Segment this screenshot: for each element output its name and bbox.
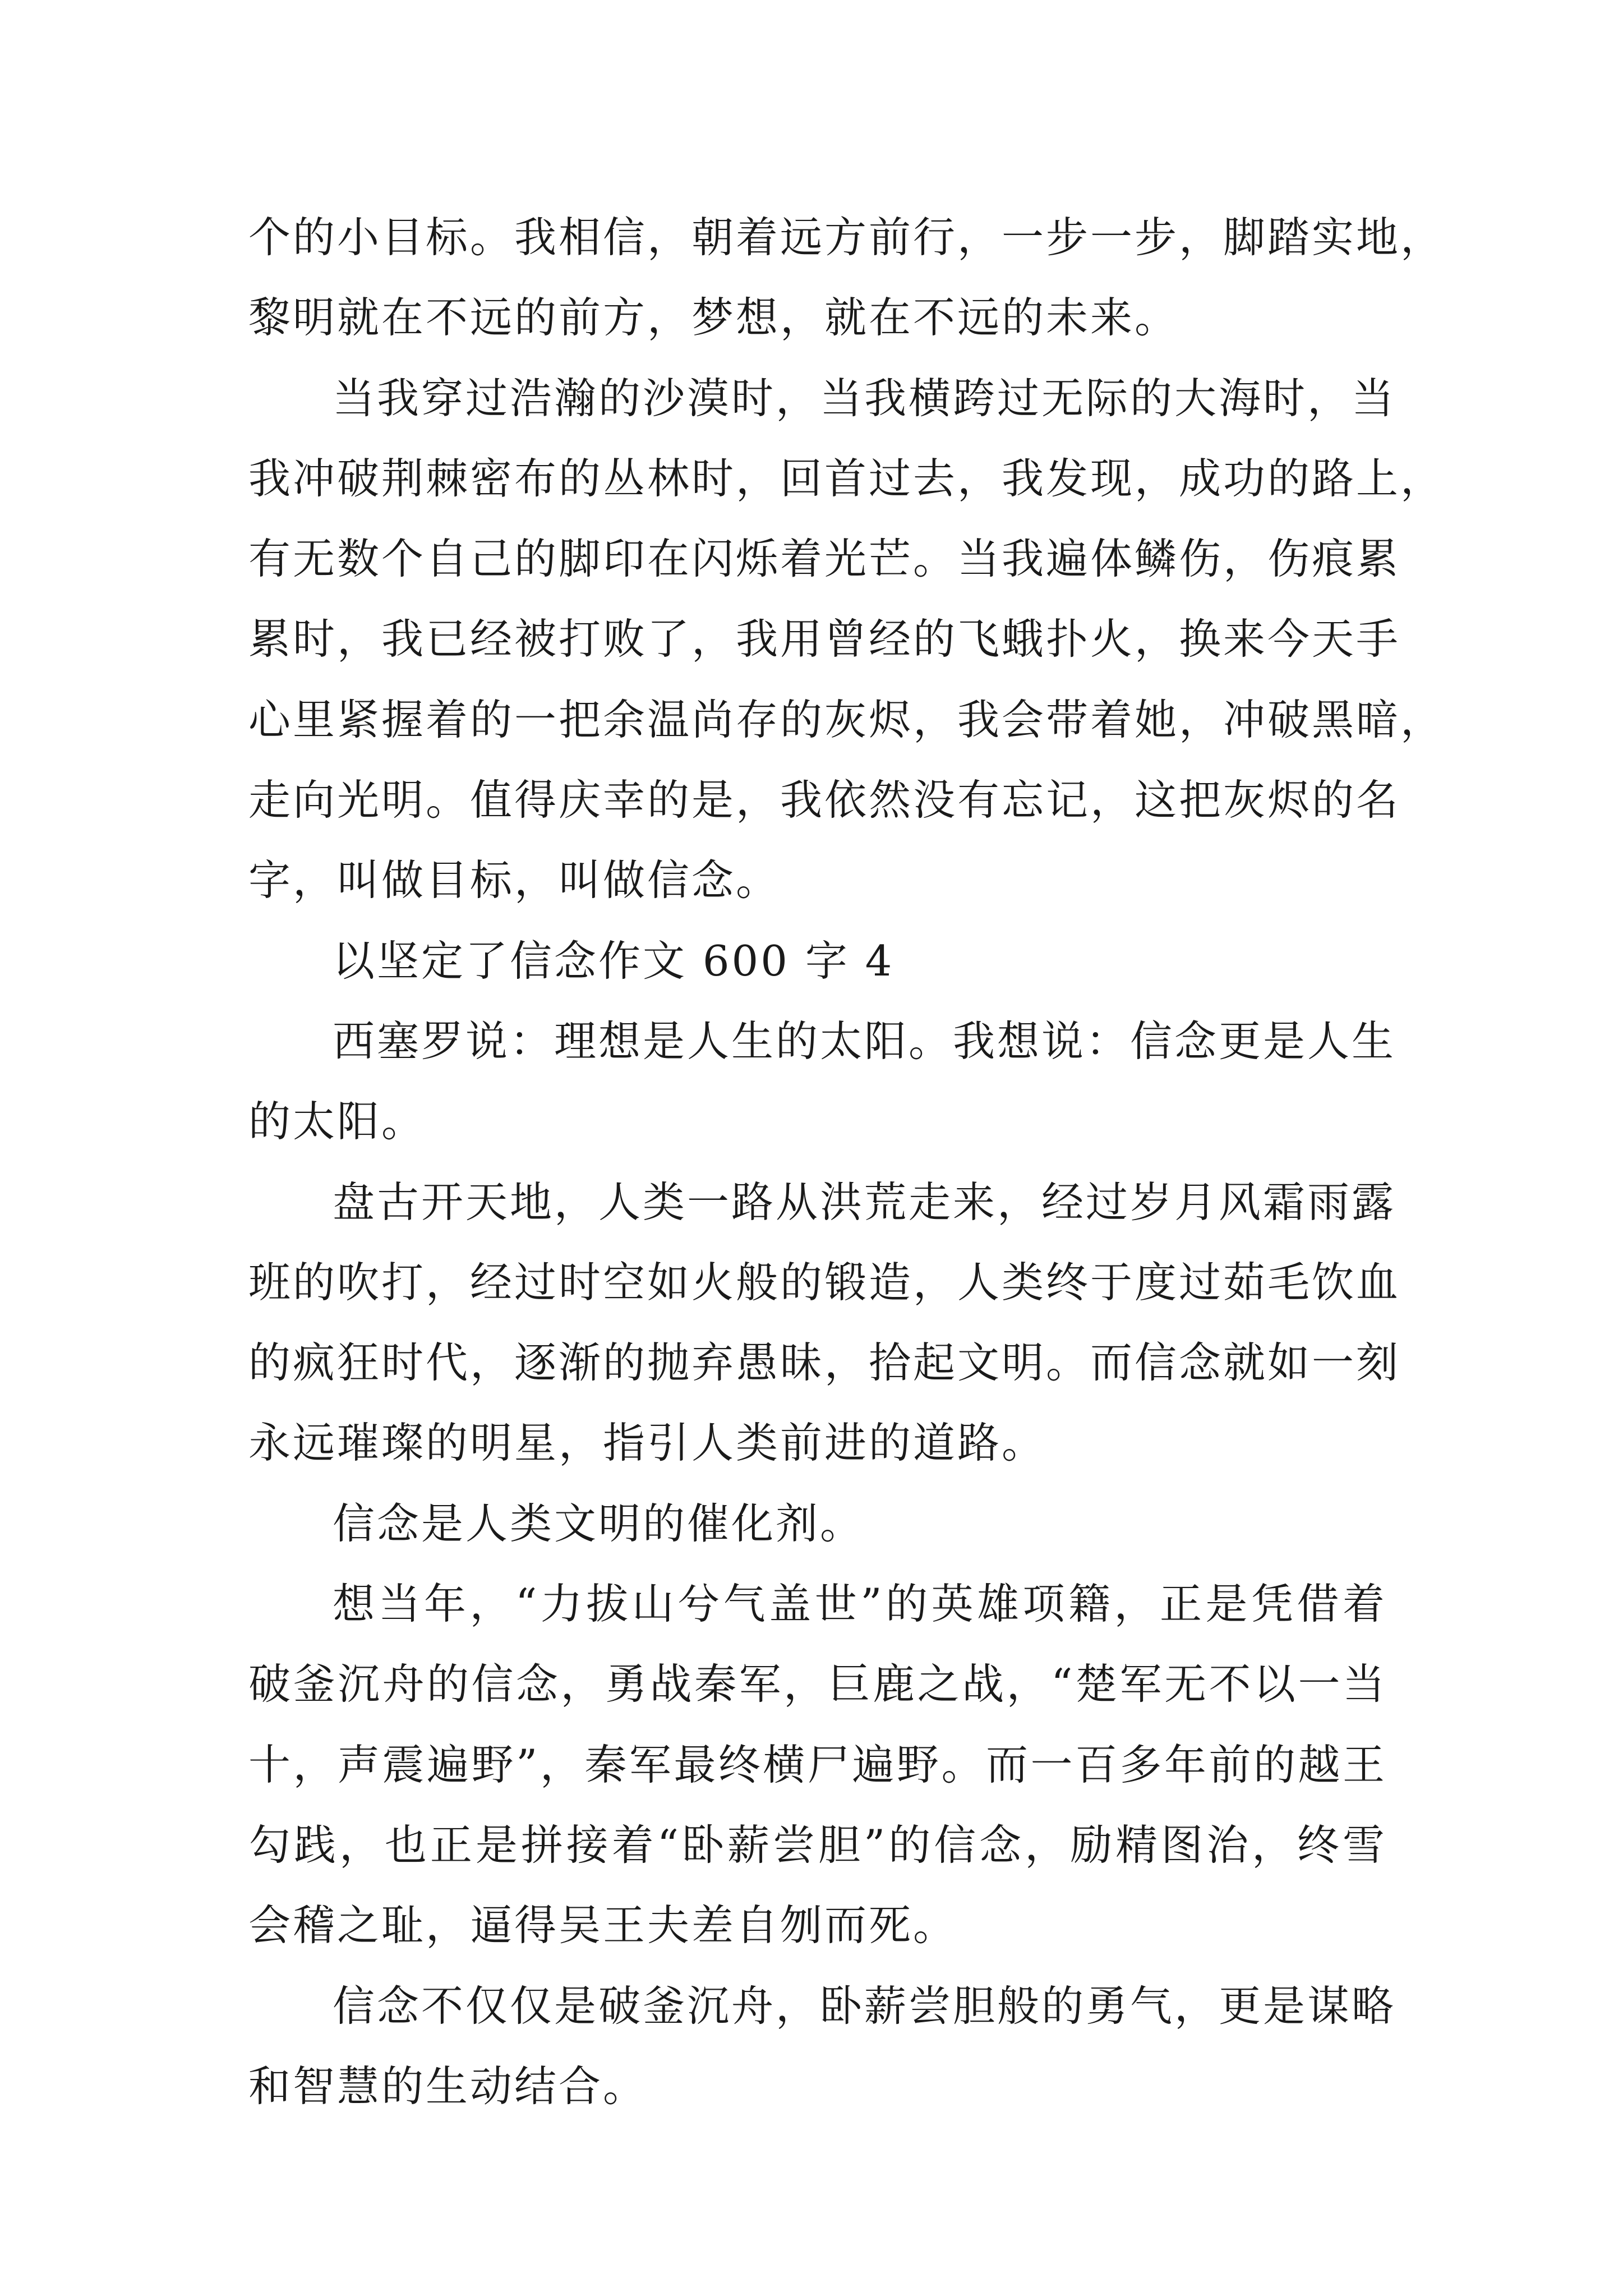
text-line: 永远璀璨的明星，指引人类前进的道路。 [248, 1418, 1046, 1468]
text-line: 心里紧握着的一把余温尚存的灰烬，我会带着她，冲破黑暗， [248, 694, 1445, 744]
text-line: 信念不仅仅是破釜沉舟，卧薪尝胆般的勇气，更是谋略 [333, 1981, 1396, 2031]
paragraph [248, 1162, 1401, 1484]
text-line: 以坚定了信念作文 600 字 4 [333, 936, 895, 986]
text-line: 破釜沉舟的信念，勇战秦军，巨鹿之战，“楚军无不以一当 [248, 1659, 1387, 1709]
text-line: 累时，我已经被打败了，我用曾经的飞蛾扑火，换来今天手 [248, 614, 1401, 664]
text-line: 的疯狂时代，逐渐的抛弃愚昧，拾起文明。而信念就如一刻 [248, 1338, 1401, 1388]
text-line: 会稽之耻，逼得吴王夫差自刎而死。 [248, 1901, 958, 1950]
paragraph [248, 1484, 1387, 1564]
text-line: 西塞罗说：理想是人生的太阳。我想说：信念更是人生 [333, 1016, 1396, 1066]
text-line: 有无数个自己的脚印在闪烁着光芒。当我遍体鳞伤，伤痕累 [248, 534, 1401, 584]
text-line: 当我穿过浩瀚的沙漠时，当我横跨过无际的大海时，当 [333, 373, 1396, 423]
text-line: 盘古开天地，人类一路从洪荒走来，经过岁月风霜雨露 [333, 1177, 1396, 1227]
text-line: 想当年，“力拔山兮气盖世”的英雄项籍，正是凭借着 [333, 1579, 1387, 1629]
section-heading [248, 921, 1387, 1001]
paragraph [248, 358, 1445, 921]
text-line: 黎明就在不远的前方，梦想，就在不远的未来。 [248, 293, 1179, 343]
text-line: 班的吹打，经过时空如火般的锻造，人类终于度过茹毛饮血 [248, 1257, 1401, 1307]
paragraph [248, 1564, 1387, 1966]
paragraph [248, 1001, 1396, 1162]
paragraph [248, 1966, 1396, 2127]
text-line: 十，声震遍野”，秦军最终横尸遍野。而一百多年前的越王 [248, 1740, 1387, 1789]
text-line: 勾践，也正是拼接着“卧薪尝胆”的信念，励精图治，终雪 [248, 1820, 1387, 1870]
text-line: 信念是人类文明的催化剂。 [333, 1498, 865, 1548]
paragraph [248, 197, 1445, 358]
document-body [248, 197, 1445, 2127]
text-line: 走向光明。值得庆幸的是，我依然没有忘记，这把灰烬的名 [248, 775, 1401, 825]
text-line: 和智慧的生动结合。 [248, 2061, 648, 2111]
text-line: 我冲破荆棘密布的丛林时，回首过去，我发现，成功的路上， [248, 453, 1445, 503]
text-line: 字，叫做目标，叫做信念。 [248, 855, 781, 905]
text-line: 个的小目标。我相信，朝着远方前行，一步一步，脚踏实地， [248, 213, 1445, 262]
text-line: 的太阳。 [248, 1097, 426, 1147]
